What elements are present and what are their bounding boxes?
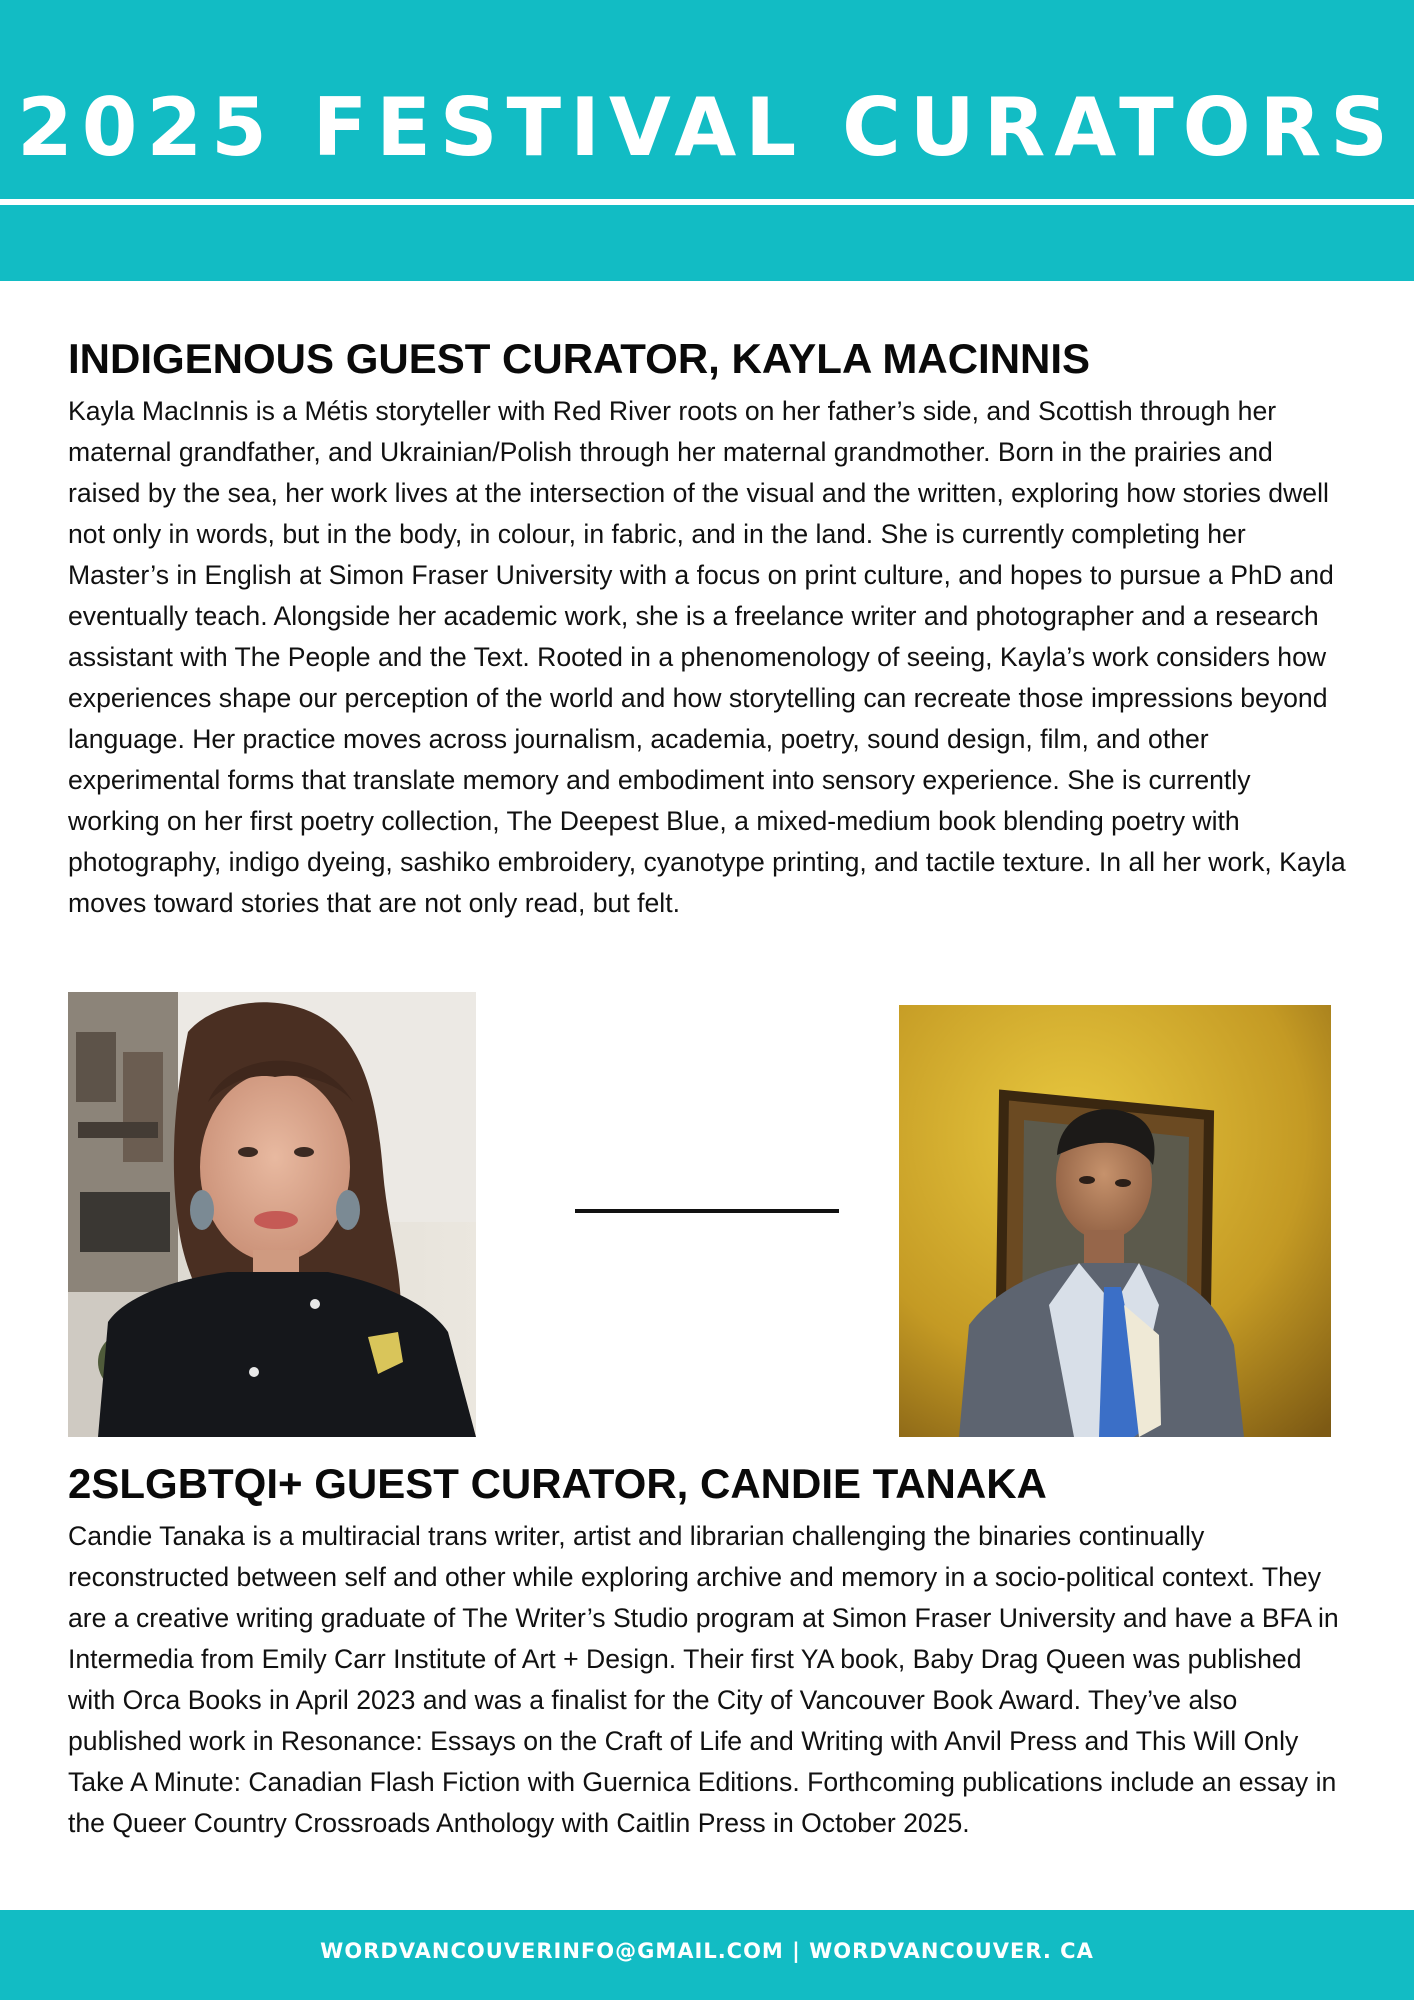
divider-line: [575, 1209, 839, 1213]
curator-bio-candie: Candie Tanaka is a multiracial trans writer, artist and librarian challenging the binaries continually reconstructed between self and other while exploring archive and memory in a socio-political context. They are a creative writing graduate of The Writer’s Studio program at Simon Fraser University and have a BFA in Intermedia from Emily Carr Institute of Art + Design. Their first YA book, Baby Drag Queen was published with Orca Books in April 2023 and was a finalist for the City of Vancouver Book Award. They’ve also published work in Resonance: Essays on the Craft of Life and Writing with Anvil Press and This Will Only Take A Minute: Canadian Flash Fiction with Guernica Editions. Forthcoming publications include an essay in the Queer Country Crossroads Anthology with Caitlin Press in October 2025.: [68, 1521, 1339, 1838]
kayla-portrait-photo: [68, 992, 476, 1437]
candie-portrait-photo: [899, 1005, 1331, 1437]
curator-bio-kayla: Kayla MacInnis is a Métis storyteller with Red River roots on her father’s side, and Scottish through her maternal grandfather, and Ukrainian/Polish through her maternal grandmother. Born in the prairies and raised by the sea, her work lives at the intersection of the visual and the written, exploring how stories dwell not only in words, but in the body, in colour, in fabric, and in the land. She is currently completing her Master’s in English at Simon Fraser University with a focus on print culture, and hopes to pursue a PhD and eventually teach. Alongside her academic work, she is a freelance writer and photographer and a research assistant with The People and the Text. Rooted in a phenomenology of seeing, Kayla’s work considers how experiences shape our perception of the world and how storytelling can recreate those impressions beyond language. Her practice moves across journalism, academia, poetry, sound design, film, and other experimental forms that translate memory and embodiment into sensory experience. She is currently working on her first poetry collection, The Deepest Blue, a mixed-medium book blending poetry with photography, indigo dyeing, sashiko embroidery, cyanotype printing, and tactile texture. In all her work, Kayla moves toward stories that are not only read, but felt.: [68, 396, 1346, 918]
header-divider: [0, 199, 1414, 205]
page-title: 2025 FESTIVAL CURATORS: [17, 81, 1397, 174]
curator-heading-kayla: INDIGENOUS GUEST CURATOR, KAYLA MACINNIS: [68, 335, 1091, 382]
curator-heading-candie: 2SLGBTQI+ GUEST CURATOR, CANDIE TANAKA: [68, 1460, 1047, 1507]
footer-contact: WORDVANCOUVERINFO@GMAIL.COM | WORDVANCOUVER. CA: [320, 1939, 1094, 1963]
